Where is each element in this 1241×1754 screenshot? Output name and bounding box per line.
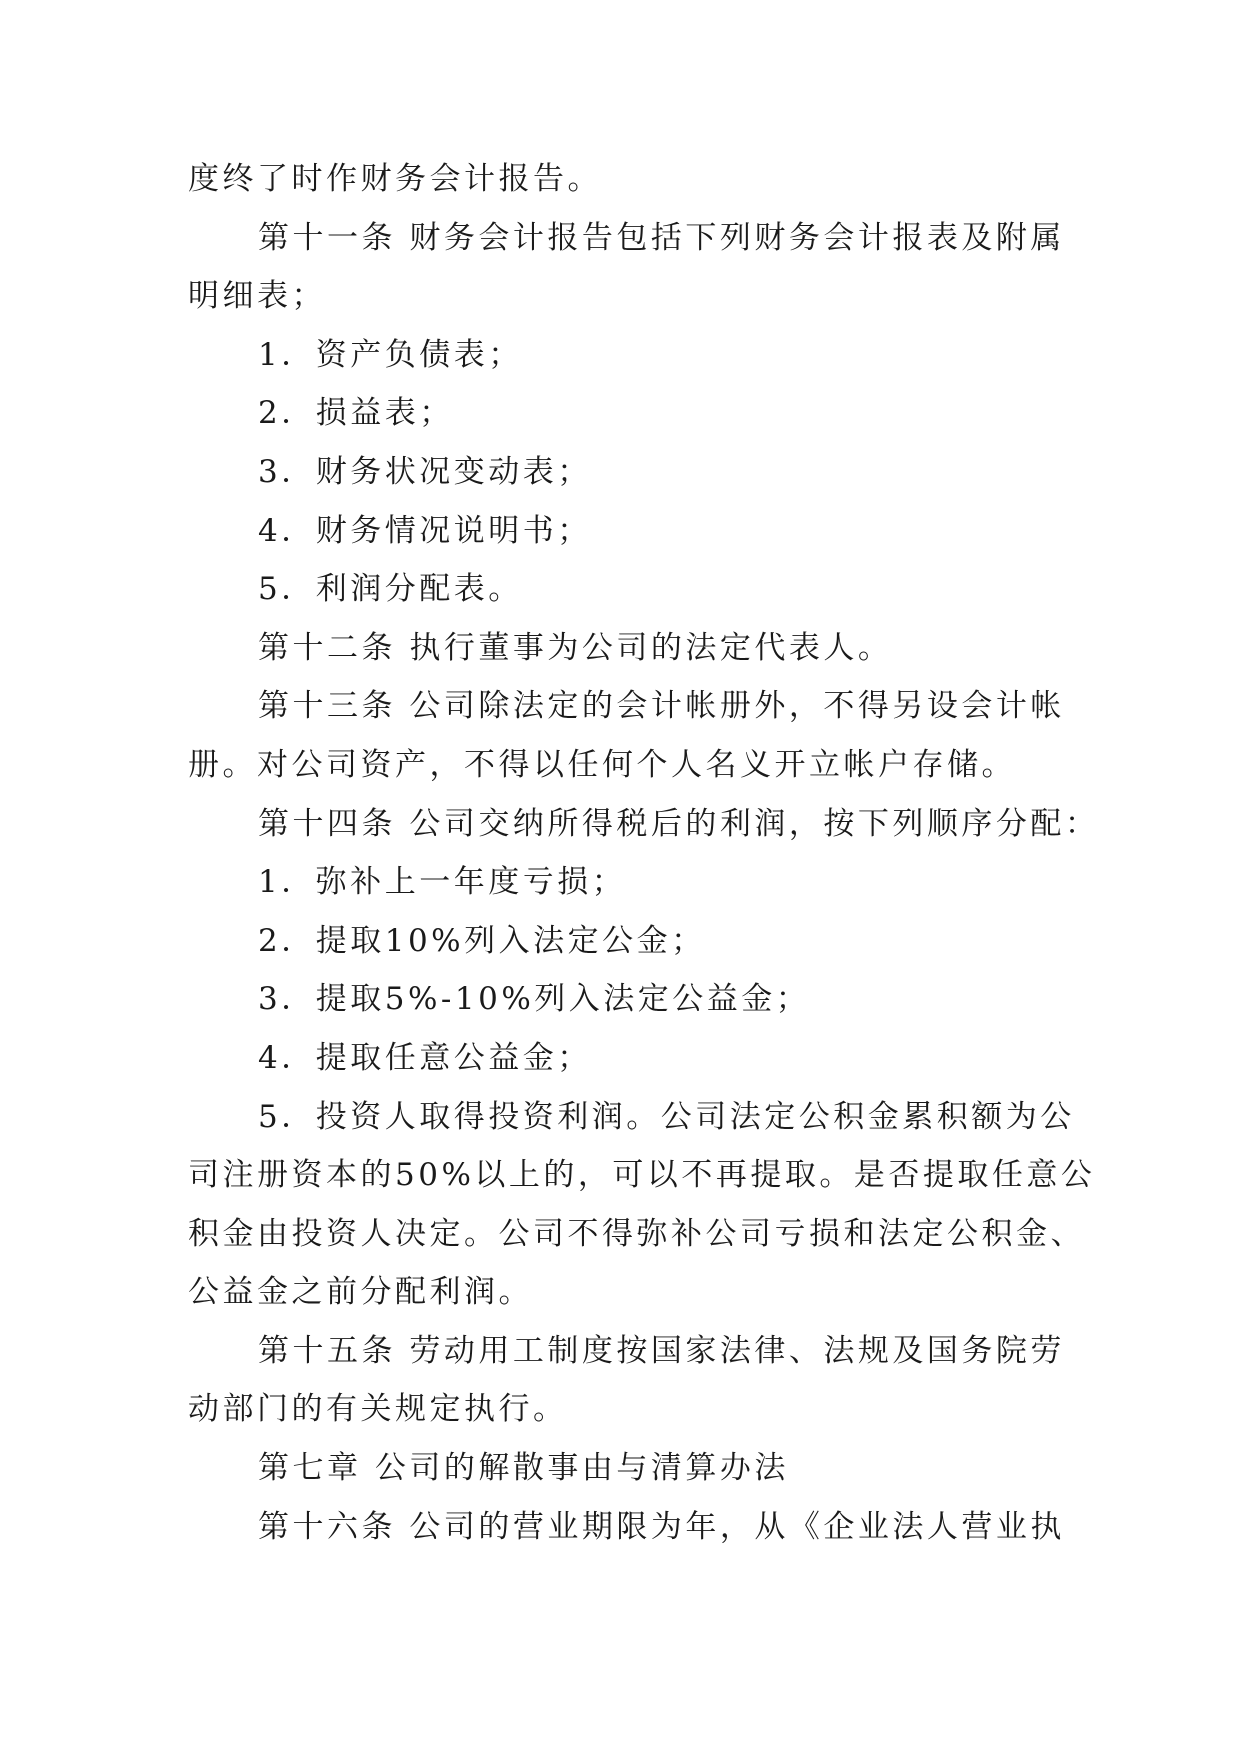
text-line: 5．利润分配表。 [258,571,523,608]
text-line: 3．提取5%-10%列入法定公益金； [258,981,811,1018]
text-line: 第十四条 公司交纳所得税后的利润，按下列顺序分配： [258,805,1100,842]
text-line: 明细表； [188,278,326,315]
text-line: 第十六条 公司的营业期限为年，从《企业法人营业执 [258,1508,1065,1545]
text-line: 4．提取任意公益金； [258,1039,592,1076]
text-line: 1．资产负债表； [258,336,523,373]
document-body [188,150,1100,1556]
text-line: 2．提取10%列入法定公金； [258,922,706,959]
text-line: 司注册资本的50%以上的，可以不再提取。是否提取任意公 [188,1157,1096,1194]
text-line: 4．财务情况说明书； [258,512,592,549]
text-line: 第十三条 公司除法定的会计帐册外，不得另设会计帐 [258,688,1065,725]
text-line: 3．财务状况变动表； [258,453,592,490]
text-line: 5．投资人取得投资利润。公司法定公积金累积额为公 [258,1098,1075,1135]
text-line: 册。对公司资产，不得以任何个人名义开立帐户存储。 [188,746,1016,783]
text-line: 1．弥补上一年度亏损； [258,864,627,901]
text-line: 第七章 公司的解散事由与清算办法 [258,1450,789,1487]
text-line: 第十一条 财务会计报告包括下列财务会计报表及附属 [258,219,1065,256]
text-line: 积金由投资人决定。公司不得弥补公司亏损和法定公积金、 [188,1215,1085,1252]
text-line: 公益金之前分配利润。 [188,1274,533,1311]
text-line: 动部门的有关规定执行。 [188,1391,568,1428]
text-line: 度终了时作财务会计报告。 [188,161,602,197]
text-line: 2．损益表； [258,395,454,432]
text-line: 第十五条 劳动用工制度按国家法律、法规及国务院劳 [258,1332,1065,1369]
text-line: 第十二条 执行董事为公司的法定代表人。 [258,629,893,666]
